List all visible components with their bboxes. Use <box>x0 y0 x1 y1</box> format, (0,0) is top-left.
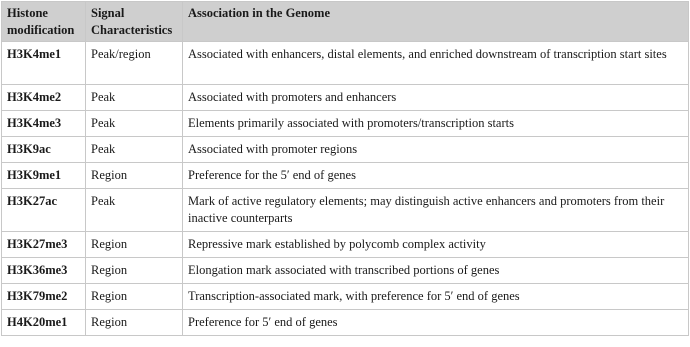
cell-signal: Peak/region <box>86 42 183 85</box>
header-row <box>2 2 689 42</box>
cell-modification: H3K4me3 <box>2 111 86 137</box>
cell-association: Repressive mark established by polycomb complex activity <box>183 232 689 258</box>
cell-association: Mark of active regulatory elements; may distinguish active enhancers and promoters from their inactive counterparts <box>183 189 689 232</box>
histone-table-container <box>1 1 688 336</box>
cell-signal: Peak <box>86 111 183 137</box>
table-row <box>2 42 689 85</box>
cell-signal: Region <box>86 232 183 258</box>
cell-association: Associated with enhancers, distal elements, and enriched downstream of transcription start sites <box>183 42 689 85</box>
table-row <box>2 111 689 137</box>
header-association-in-genome: Association in the Genome <box>183 2 689 42</box>
cell-modification: H3K9ac <box>2 137 86 163</box>
header-signal-characteristics: Signal Characteristics <box>86 2 183 42</box>
cell-modification: H3K27ac <box>2 189 86 232</box>
table-row <box>2 284 689 310</box>
table-row <box>2 258 689 284</box>
cell-association: Associated with promoters and enhancers <box>183 85 689 111</box>
cell-signal: Region <box>86 310 183 336</box>
cell-modification: H3K4me2 <box>2 85 86 111</box>
cell-signal: Region <box>86 163 183 189</box>
cell-signal: Peak <box>86 189 183 232</box>
table-header <box>2 2 689 42</box>
cell-signal: Peak <box>86 85 183 111</box>
cell-signal: Region <box>86 284 183 310</box>
cell-modification: H3K36me3 <box>2 258 86 284</box>
table-row <box>2 85 689 111</box>
cell-association: Preference for 5′ end of genes <box>183 310 689 336</box>
cell-modification: H4K20me1 <box>2 310 86 336</box>
table-row <box>2 310 689 336</box>
cell-association: Associated with promoter regions <box>183 137 689 163</box>
cell-association: Elongation mark associated with transcribed portions of genes <box>183 258 689 284</box>
header-histone-modification: Histone modification <box>2 2 86 42</box>
cell-association: Elements primarily associated with promoters/transcription starts <box>183 111 689 137</box>
cell-signal: Region <box>86 258 183 284</box>
table-body <box>2 42 689 336</box>
cell-association: Transcription-associated mark, with preference for 5′ end of genes <box>183 284 689 310</box>
cell-signal: Peak <box>86 137 183 163</box>
table-row <box>2 189 689 232</box>
histone-modification-table <box>1 1 689 336</box>
cell-association: Preference for the 5′ end of genes <box>183 163 689 189</box>
cell-modification: H3K9me1 <box>2 163 86 189</box>
cell-modification: H3K79me2 <box>2 284 86 310</box>
cell-modification: H3K27me3 <box>2 232 86 258</box>
cell-modification: H3K4me1 <box>2 42 86 85</box>
table-row <box>2 137 689 163</box>
table-row <box>2 163 689 189</box>
table-row <box>2 232 689 258</box>
